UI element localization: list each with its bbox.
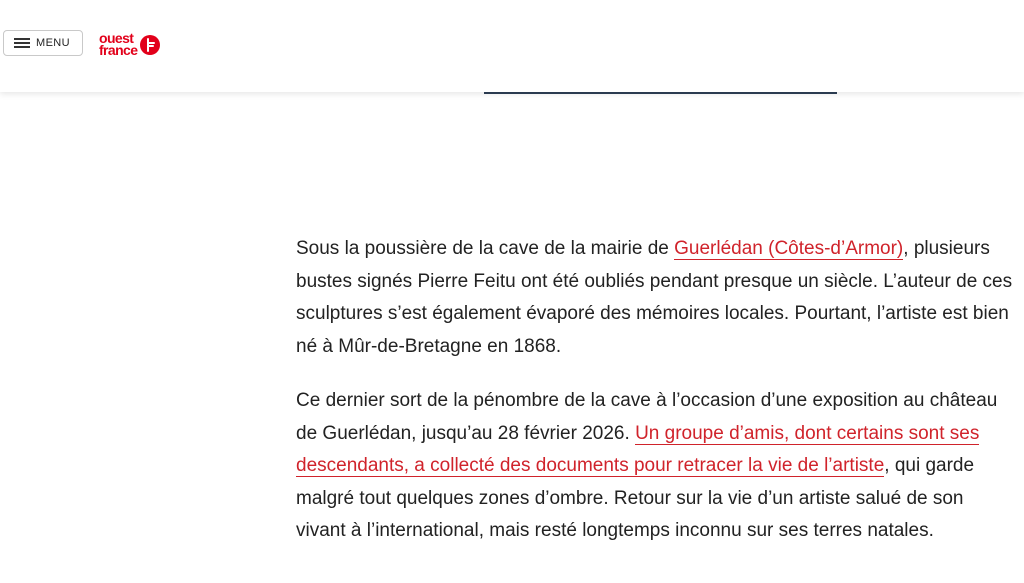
p1-text-before: Sous la poussière de la cave de la mairie de: [296, 238, 669, 259]
site-header: [0, 0, 1024, 92]
p1-text-after: , plusieurs bustes signés Pierre Feitu ont été oubliés pendant presque un siècle. L’auteur de ces sculptures s’est également évaporé des mémoires locales. Pourtant, l’artiste est bien né à Mûr-de-Bretagne en 1868.: [296, 238, 1013, 357]
p2-text-after: , qui garde malgré tout quelques zones d’ombre. Retour sur la vie d’un artiste salué de son vivant à l’international, mais resté longtemps inconnu sur ses terres natales.: [296, 455, 975, 541]
menu-label: MENU: [36, 37, 70, 49]
header-divider: [484, 92, 837, 94]
logo-wordmark: [99, 30, 138, 58]
paragraph-2: [296, 385, 1018, 548]
p2-text-before: Ce dernier sort de la pénombre de la cave à l’occasion d’une exposition au château de Guerlédan, jusqu’au 28 février 2026.: [296, 390, 998, 444]
logo-line-1: ouest: [99, 30, 134, 46]
paragraph-1: [296, 233, 1018, 363]
article-body: [296, 233, 1018, 570]
ouest-france-logo[interactable]: [99, 31, 161, 59]
hamburger-icon: [14, 38, 30, 48]
link-groupe-amis[interactable]: Un groupe d’amis, dont certains sont ses descendants, a collecté des documents pour retracer la vie de l’artiste: [296, 422, 980, 476]
menu-button[interactable]: [3, 30, 83, 56]
logo-line-2: france: [99, 42, 138, 58]
logo-mark-icon: [139, 34, 161, 56]
link-guerledan[interactable]: Guerlédan (Côtes-d’Armor): [674, 238, 904, 259]
